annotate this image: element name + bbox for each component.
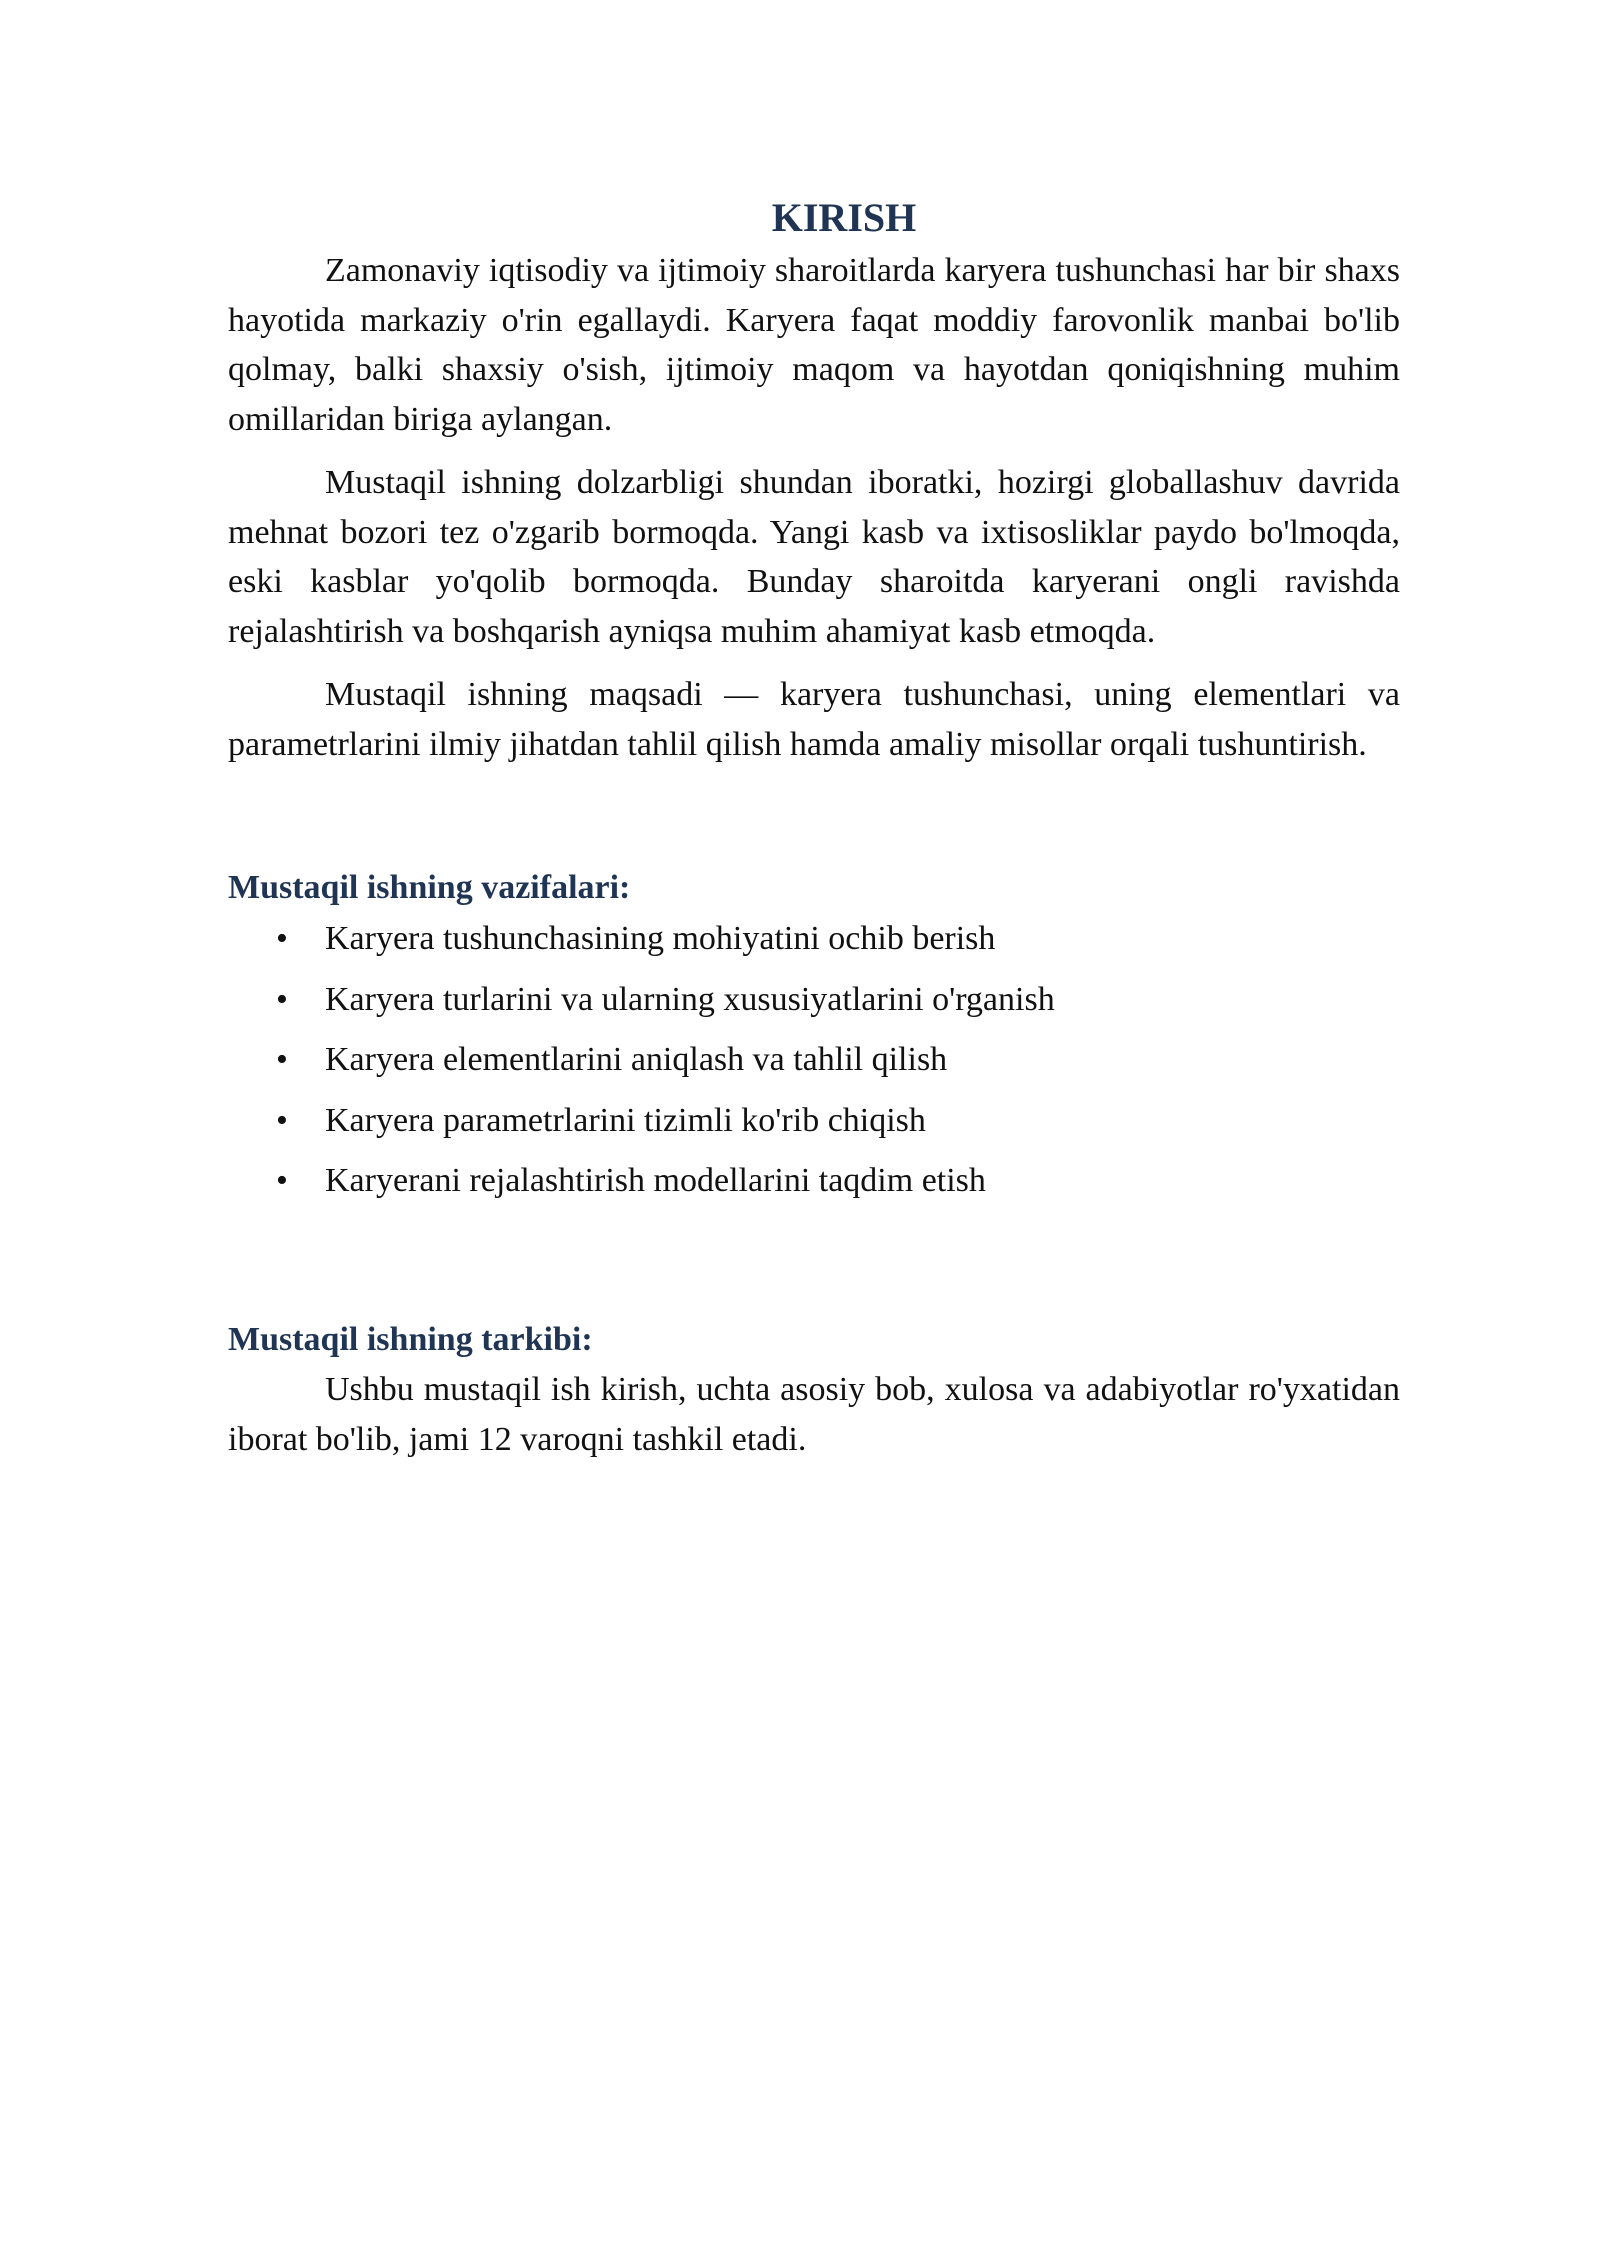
structure-paragraph: Ushbu mustaqil ish kirish, uchta asosiy bob, xulosa va adabiyotlar ro'yxatidan iborat bo'lib, jami 12 varoqni tashkil etadi. — [228, 1371, 1400, 1458]
page-content — [228, 190, 1400, 1478]
bullet-icon: • — [276, 980, 288, 1018]
tasks-heading: Mustaqil ishning vazifalari: — [228, 869, 631, 906]
bullet-icon: • — [276, 1162, 288, 1199]
bullet-icon: • — [276, 920, 288, 957]
task-item-text: Karyerani rejalashtirish modellarini taqdim etish — [325, 1162, 986, 1199]
task-item — [228, 915, 1400, 963]
page-title: KIRISH — [771, 195, 917, 240]
task-item — [228, 1157, 1400, 1205]
intro-paragraph-2: Mustaqil ishning dolzarbligi shundan iboratki, hozirgi globallashuv davrida mehnat bozori tez o'zgarib bormoqda. Yangi kasb va ixtisosliklar paydo bo'lmoqda, eski kasblar yo'qolib bormoqda. Bunday sharoitda karyerani ongli ravishda rejalashtirish va boshqarish ayniqsa muhim ahamiyat kasb etmoqda. — [228, 464, 1400, 650]
task-item-text: Karyera parametrlarini tizimli ko'rib chiqish — [325, 1101, 926, 1139]
bullet-icon: • — [276, 1041, 288, 1078]
intro-paragraph-1: Zamonaviy iqtisodiy va ijtimoiy sharoitlarda karyera tushunchasi har bir shaxs hayotida markaziy o'rin egallaydi. Karyera faqat moddiy farovonlik manbai bo'lib qolmay, balki shaxsiy o'sish, ijtimoiy maqom va hayotdan qoniqishning muhim omillaridan biriga aylangan. — [228, 252, 1400, 438]
task-item — [228, 1097, 1400, 1145]
task-item-text: Karyera elementlarini aniqlash va tahlil qilish — [325, 1041, 948, 1078]
intro-paragraph-3: Mustaqil ishning maqsadi — karyera tushunchasi, uning elementlari va parametrlarini ilmiy jihatdan tahlil qilish hamda amaliy misollar orqali tushuntirish. — [228, 676, 1400, 763]
task-item — [228, 976, 1400, 1024]
tasks-list — [228, 915, 1400, 1205]
task-item-text: Karyera tushunchasining mohiyatini ochib berish — [325, 920, 996, 957]
task-item — [228, 1036, 1400, 1084]
bullet-icon: • — [276, 1101, 288, 1139]
structure-heading: Mustaqil ishning tarkibi: — [228, 1321, 593, 1358]
task-item-text: Karyera turlarini va ularning xususiyatlarini o'rganish — [325, 980, 1055, 1018]
